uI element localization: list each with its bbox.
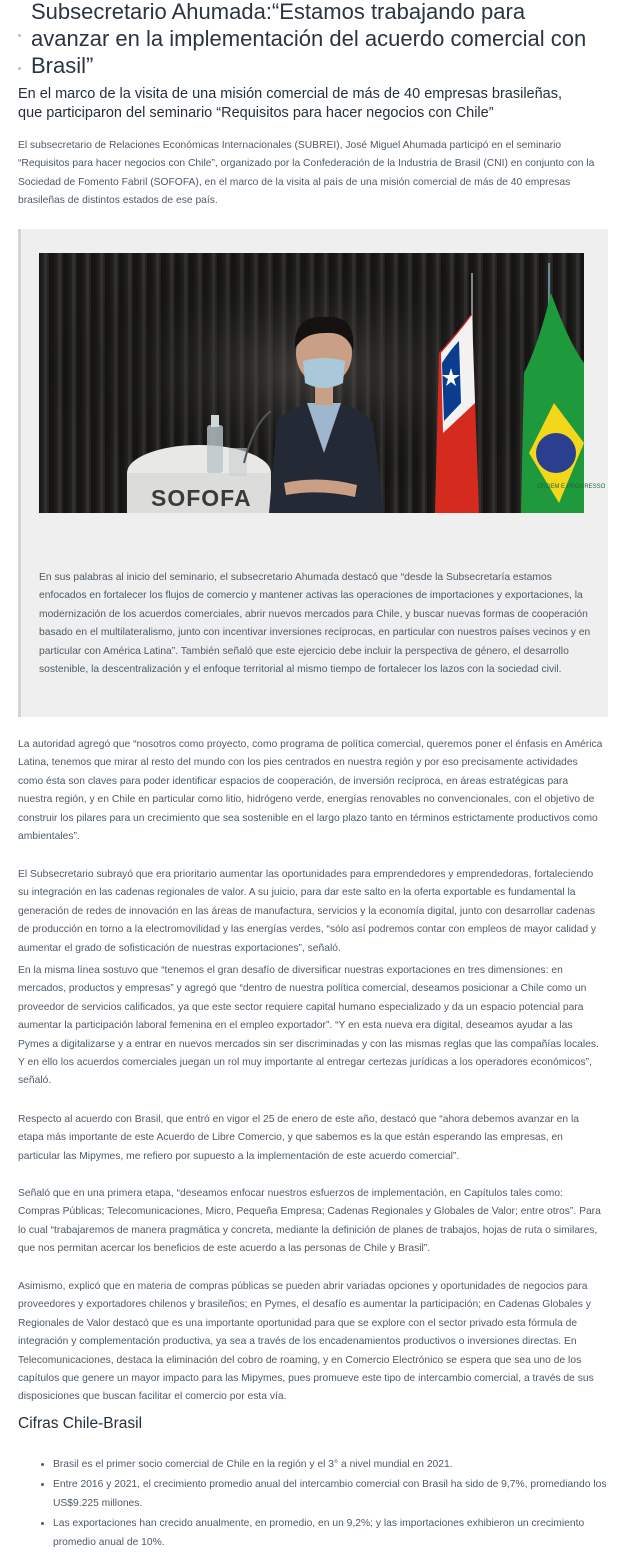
seminar-photo-illustration [39, 253, 606, 513]
list-item: Las exportaciones han crecido anualmente, en promedio, en un 9,2%; y las importaciones exhibieron un crecimiento promedio anual de 10%. [53, 1515, 618, 1552]
intro-paragraph: El subsecretario de Relaciones Económicas Internacionales (SUBREI), José Miguel Ahumada participó en el seminario “Requisitos para hacer negocios con Chile”, organizado por la Confederación de la Industria de Brasil (CNI) en conjunto con la Sociedad de Fomento Fabril (SOFOFA), en el marco de la visita al país de una misión comercial de más de 40 empresas brasileñas de distintos estados de ese país. [18, 140, 595, 207]
body-paragraph-6: Asimismo, explicó que en materia de compras públicas se pueden abrir variadas opciones y oportunidades de negocios para proveedores y exportadores chilenos y brasileños; en Pymes, el desafío es aumentar la participación; en Cadenas Globales y Regionales de Valor destacó que es una importante oportunidad para que se explore con el sector privado esta fórmula de integración y complementación productiva, ya sea a través de los encadenamientos productivos o inversiones directas. En Telecomunicaciones, destaca la eliminación del cobro de roaming, y en Comercio Electrónico se espera que sea uno de los capítulos que genere un mayor impacto para las Mipymes, pues promueve este tipo de intercambio comercial, a través de sus disposiciones que buscan facilitar el comercio por esta vía. [18, 1281, 594, 1403]
body-paragraph-1: La autoridad agregó que “nosotros como proyecto, como programa de política comercial, queremos poner el énfasis en América Latina, tenemos que mirar al resto del mundo con los pies centrados en nuestra región y por eso precisamente actividades como ésta son claves para poder identificar espacios de cooperación, de inversión recíproca, en áreas estratégicas para nuestra región, y en Chile en particular como litio, hidrógeno verde, energías renovables no convencionales, con el objetivo de construir los pilares para un crecimiento que sea sostenible en el largo plazo tanto en términos estrictamente productivos como ambientales”. [18, 739, 603, 843]
podium-logo-text: SOFOFA [151, 485, 252, 511]
body-paragraph-2: El Subsecretario subrayó que era prioritario aumentar las oportunidades para emprendedores y emprendedoras, fortaleciendo su integración en las cadenas regionales de valor. A su juicio, para dar este salto en la oferta exportable es fundamental la generación de redes de innovación en las áreas de manufactura, servicios y la economía digital, junto con desarrollar cadenas de producción en torno a la electromovilidad y las energías verdes, “sólo así podremos contar con empleos de mayor calidad y aumentar el grado de sofisticación de nuestras exportaciones”, señaló. [18, 869, 597, 954]
list-item: Brasil es el primer socio comercial de Chile en la región y el 3° a nivel mundial en 2021. [53, 1456, 618, 1474]
facts-heading: Cifras Chile-Brasil [18, 1415, 143, 1432]
quote-paragraph: En sus palabras al inicio del seminario, el subsecretario Ahumada destacó que “desde la Subsecretaría estamos enfocados en fortalecer los flujos de comercio y mantener activas las operaciones de importaciones y exportaciones, la modernización de los acuerdos comerciales, abrir nuevos mercados para Chile, y buscar nuevas formas de cooperación basado en el multilateralismo, junto con incentivar inversiones recíprocas, en particular con nuestros países vecinos y en particular con América Latina”. También señaló que este ejercicio debe incluir la perspectiva de género, el desarrollo sostenible, la descentralización y el enfoque territorial al mismo tiempo de fortalecer los lazos con la sociedad civil. [39, 572, 591, 676]
water-bottle [207, 425, 223, 473]
face-mask [303, 358, 345, 388]
article-title: Subsecretario Ahumada:“Estamos trabajando para avanzar en la implementación del acuerdo comercial con Brasil” [31, 0, 587, 78]
flag-motto-text: ORDEM E PROGRESSO [537, 484, 606, 490]
facts-list [18, 1456, 618, 1554]
body-paragraph-5: Señaló que en una primera etapa, “deseamos enfocar nuestros esfuerzos de implementación, en Capítulos tales como: Compras Públicas; Telecomunicaciones, Micro, Pequeña Empresa; Cadenas Regionales y Globales de Valor; entre otros”. Para lo cual “trabajaremos de manera pragmática y concreta, mediante la definición de planes de trabajos, hojas de ruta o similares, que nos permitan acercar los beneficios de este acuerdo a las personas de Chile y Brasil”. [18, 1188, 601, 1255]
article-subtitle: En el marco de la visita de una misión comercial de más de 40 empresas brasileñas, que participaron del seminario “Requisitos para hacer negocios con Chile” [18, 86, 563, 121]
list-item: Entre 2016 y 2021, el crecimiento promedio anual del intercambio comercial con Brasil ha sido de 9,7%, promediando los US$9.225 millones. [53, 1476, 618, 1513]
body-paragraph-3: En la misma línea sostuvo que “tenemos el gran desafío de diversificar nuestras exportaciones en tres dimensiones: en mercados, productos y empresas” y agregó que “dentro de nuestra política comercial, deseamos posicionar a Chile como un proveedor de servicios calificados, ya que este sector requiere capital humano especializado y da un espacio potencial para aumentar la participación laboral femenina en el empleo exportador”. “Y en esta nueva era digital, deseamos ayudar a las Pymes a digitalizarse y a entrar en nuevos mercados sin ser discriminadas y con las mismas reglas que las compañías locales. Y en ello los acuerdos comerciales juegan un rol muy importante al entregar certezas jurídicas a los operadores económicos”, señaló. [18, 965, 599, 1087]
seminar-photo [39, 253, 606, 513]
body-paragraph-4: Respecto al acuerdo con Brasil, que entró en vigor el 25 de enero de este año, destacó que “ahora debemos avanzar en la etapa más importante de este Acuerdo de Libre Comercio, y que sabemos es la que están esperando las empresas, en particular las Mipymes, me refiero por supuesto a la implementación de este acuerdo comercial”. [18, 1114, 579, 1162]
